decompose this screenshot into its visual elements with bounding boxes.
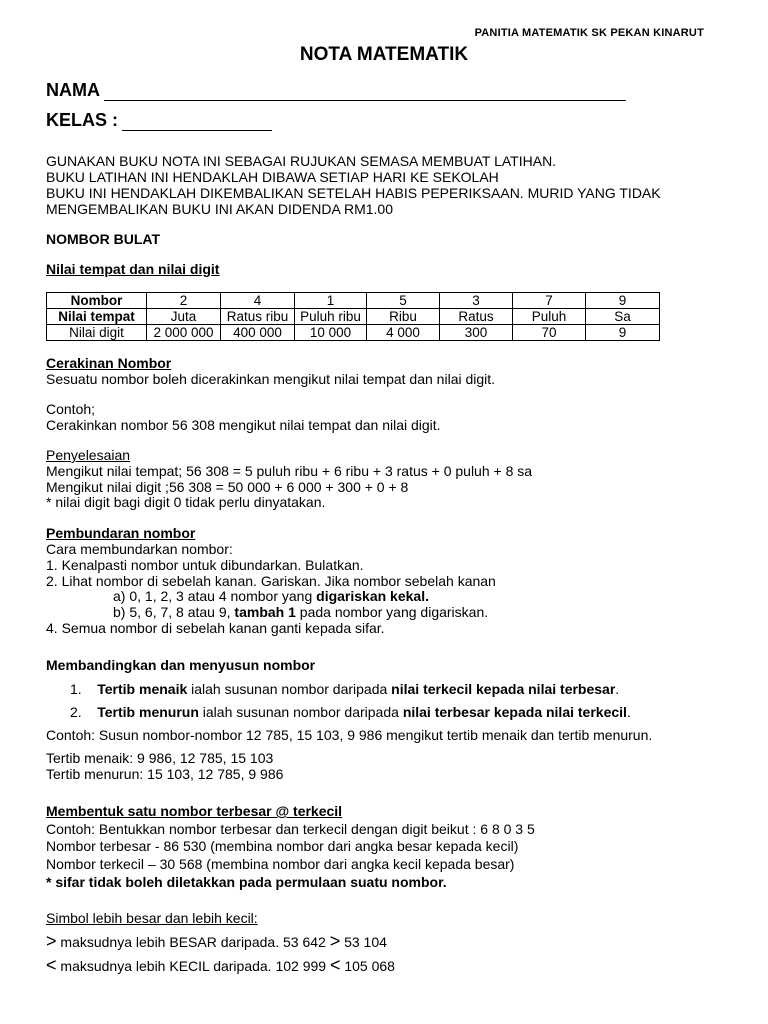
table-cell: 2 000 000: [147, 325, 221, 341]
table-cell: 7: [513, 293, 586, 309]
less-than-line: [46, 957, 395, 974]
list-number: 2.: [70, 704, 82, 720]
form-number-heading: Membentuk satu nombor terbesar @ terkecil: [46, 803, 343, 819]
table-cell: Ratus: [440, 309, 513, 325]
place-value-table: [46, 292, 660, 341]
rounding-substep: [46, 588, 429, 604]
table-cell: 2: [147, 293, 221, 309]
table-cell: 9: [586, 293, 660, 309]
list-item: [70, 681, 619, 697]
cerakinan-desc: Sesuatu nombor boleh dicerakinkan mengikut nilai tempat dan nilai digit.: [46, 371, 496, 387]
table-cell: 4 000: [367, 325, 440, 341]
descending-order: Tertib menurun: 15 103, 12 785, 9 986: [46, 766, 284, 782]
table-cell: 3: [440, 293, 513, 309]
ascending-order: Tertib menaik: 9 986, 12 785, 15 103: [46, 750, 274, 766]
solution-note: * nilai digit bagi digit 0 tidak perlu dinyatakan.: [46, 494, 326, 510]
intro-line: BUKU INI HENDAKLAH DIKEMBALIKAN SETELAH HABIS PEPERIKSAAN. MURID YANG TIDAK: [46, 185, 661, 201]
term-text: ialah susunan nombor daripada: [198, 704, 403, 720]
table-cell: 1: [295, 293, 367, 309]
smallest-number: Nombor terkecil – 30 568 (membina nombor dari angka kecil kepada besar): [46, 856, 515, 872]
solution-label: Penyelesaian: [46, 447, 131, 463]
compare-example: Contoh: Susun nombor-nombor 12 785, 15 103, 9 986 mengikut tertib menaik dan tertib menurun.: [46, 727, 653, 743]
table-row: [47, 325, 660, 341]
page-title: NOTA MATEMATIK: [299, 44, 469, 65]
table-cell: 10 000: [295, 325, 367, 341]
table-cell: Puluh ribu: [295, 309, 367, 325]
table-cell: Sa: [586, 309, 660, 325]
symbol-text: maksudnya lebih KECIL daripada. 102 999: [56, 958, 330, 974]
example-text: Cerakinkan nombor 56 308 mengikut nilai tempat dan nilai digit.: [46, 417, 441, 433]
rounding-step: 2. Lihat nombor di sebelah kanan. Gariskan. Jika nombor sebelah kanan: [46, 573, 496, 589]
substep-text: b) 5, 6, 7, 8 atau 9,: [113, 604, 235, 620]
form-number-example: Contoh: Bentukkan nombor terbesar dan terkecil dengan digit beikut : 6 8 0 3 5: [46, 821, 535, 837]
list-item: [70, 704, 631, 720]
term-bold: Tertib menaik: [97, 681, 188, 697]
name-field: [46, 80, 626, 101]
table-cell: Puluh: [513, 309, 586, 325]
class-field: [46, 110, 272, 131]
solution-line: Mengikut nilai digit ;56 308 = 50 000 + 6 000 + 300 + 0 + 8: [46, 479, 409, 495]
compare-heading: Membandingkan dan menyusun nombor: [46, 657, 316, 673]
less-than-icon: <: [329, 955, 341, 975]
cerakinan-heading: Cerakinan Nombor: [46, 355, 172, 371]
class-label: KELAS :: [46, 110, 118, 130]
rounding-step: 4. Semua nombor di sebelah kanan ganti kepada sifar.: [46, 620, 385, 636]
symbol-text: 105 068: [340, 958, 395, 974]
table-cell: Nilai tempat: [47, 309, 147, 325]
term-bold: nilai terbesar kepada nilai terkecil: [402, 704, 627, 720]
header-org: PANITIA MATEMATIK SK PEKAN KINARUT: [474, 27, 704, 39]
symbol-text: maksudnya lebih BESAR daripada. 53 642: [56, 934, 330, 950]
intro-line: GUNAKAN BUKU NOTA INI SEBAGAI RUJUKAN SEMASA MEMBUAT LATIHAN.: [46, 153, 557, 169]
name-blank[interactable]: [104, 82, 626, 101]
term-text: .: [615, 681, 620, 697]
less-than-icon: <: [46, 955, 57, 975]
substep-text: a) 0, 1, 2, 3 atau 4 nombor yang: [113, 588, 317, 604]
table-cell: 4: [221, 293, 295, 309]
rounding-step: 1. Kenalpasti nombor untuk dibundarkan. Bulatkan.: [46, 557, 364, 573]
example-label: Contoh;: [46, 401, 96, 417]
table-cell: 9: [586, 325, 660, 341]
zero-note: * sifar tidak boleh diletakkan pada permulaan suatu nombor.: [46, 874, 447, 890]
rounding-intro: Cara membundarkan nombor:: [46, 541, 233, 557]
list-number: 1.: [70, 681, 82, 697]
rounding-substep: [46, 604, 488, 620]
table-cell: 70: [513, 325, 586, 341]
name-label: NAMA: [46, 80, 100, 100]
largest-number: Nombor terbesar - 86 530 (membina nombor dari angka besar kepada kecil): [46, 838, 519, 854]
table-cell: Ratus ribu: [221, 309, 295, 325]
term-text: ialah susunan nombor daripada: [187, 681, 392, 697]
symbol-text: 53 104: [340, 934, 387, 950]
substep-bold: tambah 1: [234, 604, 296, 620]
term-text: .: [626, 704, 631, 720]
table-cell: 300: [440, 325, 513, 341]
intro-line: MENGEMBALIKAN BUKU INI AKAN DIDENDA RM1.00: [46, 201, 393, 217]
table-cell: 5: [367, 293, 440, 309]
symbols-heading: Simbol lebih besar dan lebih kecil:: [46, 910, 258, 926]
term-bold: Tertib menurun: [97, 704, 199, 720]
solution-line: Mengikut nilai tempat; 56 308 = 5 puluh ribu + 6 ribu + 3 ratus + 0 puluh + 8 sa: [46, 463, 533, 479]
section-title: NOMBOR BULAT: [46, 231, 161, 247]
place-value-heading: Nilai tempat dan nilai digit: [46, 261, 220, 277]
substep-bold: digariskan kekal.: [316, 588, 429, 604]
class-blank[interactable]: [122, 112, 272, 131]
greater-than-icon: >: [329, 931, 341, 951]
table-cell: Nilai digit: [47, 325, 147, 341]
table-row: [47, 293, 660, 309]
table-cell: Juta: [147, 309, 221, 325]
substep-text: pada nombor yang digariskan.: [295, 604, 489, 620]
table-cell: Ribu: [367, 309, 440, 325]
greater-than-line: [46, 933, 387, 950]
greater-than-icon: >: [46, 931, 57, 951]
term-bold: nilai terkecil kepada nilai terbesar: [391, 681, 616, 697]
table-row: [47, 309, 660, 325]
rounding-heading: Pembundaran nombor: [46, 525, 196, 541]
intro-line: BUKU LATIHAN INI HENDAKLAH DIBAWA SETIAP HARI KE SEKOLAH: [46, 169, 499, 185]
table-cell: 400 000: [221, 325, 295, 341]
intro-block: [46, 153, 661, 217]
table-cell: Nombor: [47, 293, 147, 309]
